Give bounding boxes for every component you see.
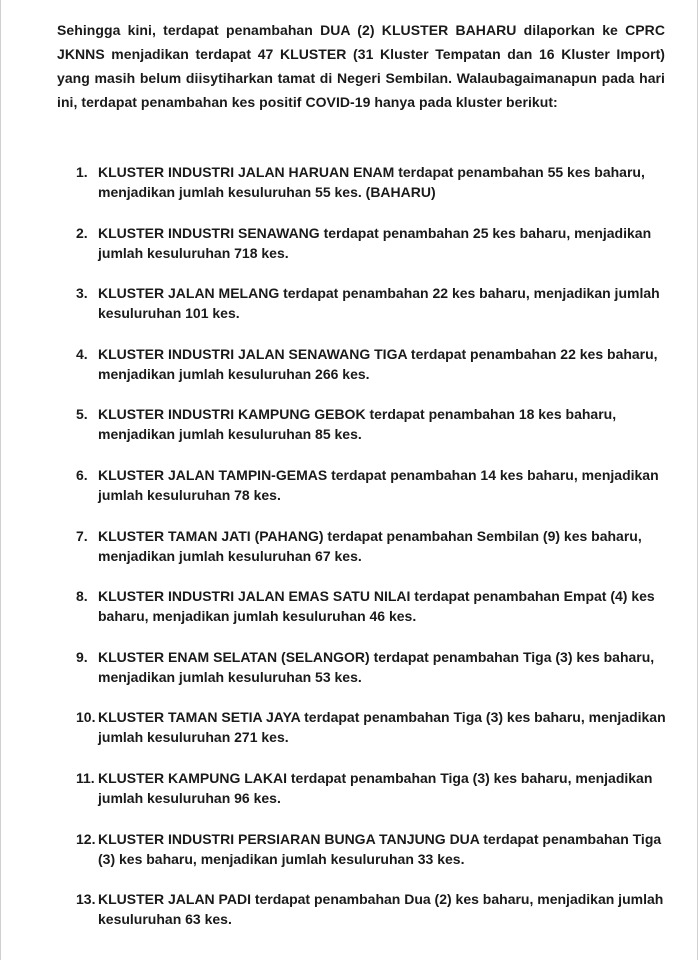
cluster-item [76,526,676,566]
cluster-item [76,344,676,384]
cluster-item [76,768,676,808]
cluster-text: KLUSTER TAMAN SETIA JAYA terdapat penambahan Tiga (3) kes baharu, menjadikan jumlah kesuluruhan 271 kes. [98,709,666,746]
cluster-number: 6. [76,466,88,483]
cluster-text: KLUSTER JALAN MELANG terdapat penambahan 22 kes baharu, menjadikan jumlah kesuluruhan 101 kes. [98,285,660,322]
cluster-text: KLUSTER INDUSTRI JALAN HARUAN ENAM terdapat penambahan 55 kes baharu, menjadikan jumlah kesuluruhan 55 kes. (BAHARU) [98,164,645,200]
cluster-item [76,162,676,202]
cluster-item [76,889,676,929]
cluster-number: 13. [76,891,96,908]
cluster-number: 3. [76,285,88,302]
cluster-item [76,223,676,263]
cluster-number: 9. [76,648,88,665]
cluster-number: 7. [76,527,88,544]
cluster-number: 5. [76,406,88,423]
cluster-list [76,162,676,950]
cluster-text: KLUSTER INDUSTRI PERSIARAN BUNGA TANJUNG DUA terdapat penambahan Tiga (3) kes baharu, menjadikan jumlah kesuluruhan 33 kes. [98,830,662,867]
cluster-text: KLUSTER INDUSTRI JALAN EMAS SATU NILAI terdapat penambahan Empat (4) kes baharu, menjadikan jumlah kesuluruhan 46 kes. [98,588,655,625]
intro-paragraph [57,18,665,114]
cluster-item [76,283,676,323]
cluster-number: 12. [76,830,96,847]
cluster-text: KLUSTER JALAN TAMPIN-GEMAS terdapat penambahan 14 kes baharu, menjadikan jumlah kesuluruhan 78 kes. [98,466,659,503]
cluster-item [76,404,676,444]
cluster-text: KLUSTER KAMPUNG LAKAI terdapat penambahan Tiga (3) kes baharu, menjadikan jumlah kesuluruhan 96 kes. [98,769,653,806]
cluster-text: KLUSTER INDUSTRI SENAWANG terdapat penambahan 25 kes baharu, menjadikan jumlah kesuluruhan 718 kes. [98,224,652,261]
cluster-text: KLUSTER ENAM SELATAN (SELANGOR) terdapat penambahan Tiga (3) kes baharu, menjadikan jumlah kesuluruhan 53 kes. [98,648,655,685]
cluster-number: 1. [76,164,88,180]
cluster-number: 2. [76,224,88,241]
cluster-number: 4. [76,345,88,362]
cluster-item [76,647,676,687]
cluster-text: KLUSTER JALAN PADI terdapat penambahan Dua (2) kes baharu, menjadikan jumlah kesuluruhan 63 kes. [98,891,664,928]
cluster-item [76,465,676,505]
cluster-text: KLUSTER INDUSTRI JALAN SENAWANG TIGA terdapat penambahan 22 kes baharu, menjadikan jumlah kesuluruhan 266 kes. [98,345,658,382]
cluster-item [76,586,676,626]
cluster-number: 10. [76,709,96,726]
cluster-item [76,707,676,747]
cluster-text: KLUSTER INDUSTRI KAMPUNG GEBOK terdapat penambahan 18 kes baharu, menjadikan jumlah kesuluruhan 85 kes. [98,406,617,443]
cluster-number: 11. [76,769,95,786]
cluster-text: KLUSTER TAMAN JATI (PAHANG) terdapat penambahan Sembilan (9) kes baharu, menjadikan jumlah kesuluruhan 67 kes. [98,527,642,564]
cluster-item [76,829,676,869]
intro-text: Sehingga kini, terdapat penambahan DUA (2) KLUSTER BAHARU dilaporkan ke CPRC JKNNS menjadikan terdapat 47 KLUSTER (31 Kluster Tempatan dan 16 Kluster Import) yang masih belum diisytiharkan tamat di Negeri Sembilan. Walaubagaimanapun pada hari ini, terdapat penambahan kes positif COVID-19 hanya pada kluster berikut: [57,22,665,110]
cluster-number: 8. [76,588,88,605]
